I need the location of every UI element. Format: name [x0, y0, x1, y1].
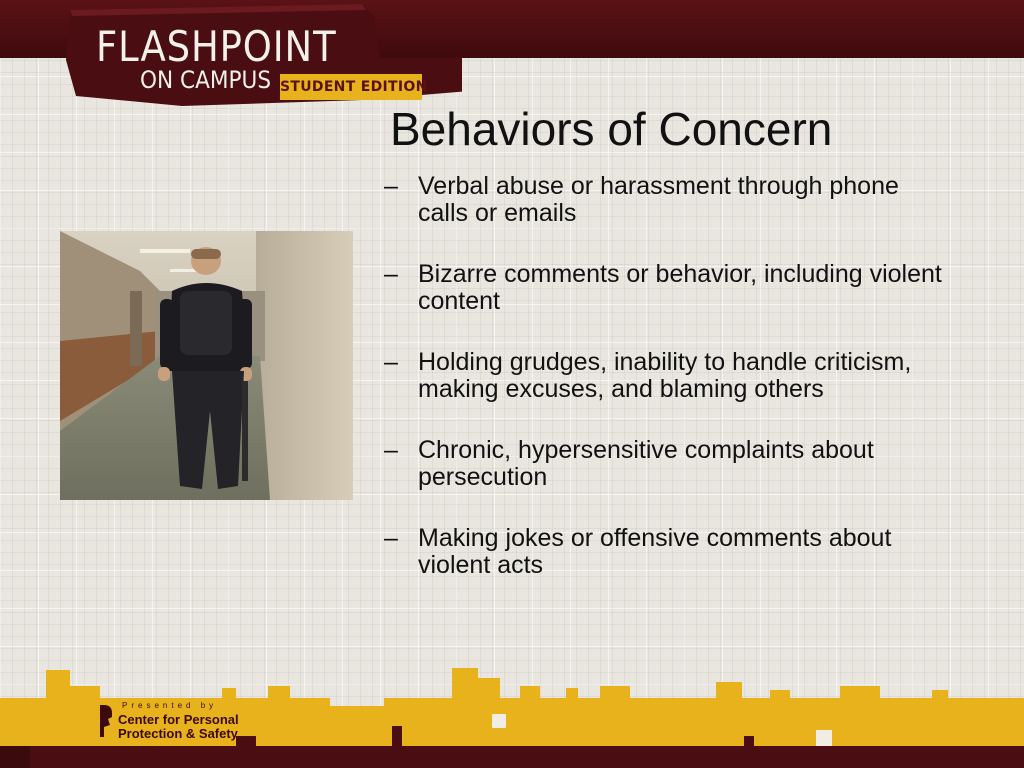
edition-badge: STUDENT EDITION [280, 74, 422, 100]
hallway-photo [60, 231, 353, 500]
list-item [384, 525, 954, 579]
bullet-dash: – [384, 260, 398, 288]
logo-title: FLASHPOINT [96, 22, 337, 71]
bullet-text: Bizarre comments or behavior, including violent content [418, 260, 942, 315]
bullet-text: Making jokes or offensive comments about violent acts [418, 524, 892, 579]
list-item [384, 349, 954, 403]
presented-by-label: Presented by [122, 701, 218, 710]
bullet-dash: – [384, 348, 398, 376]
hallway-illustration [60, 231, 353, 500]
organization-logo-icon [98, 703, 114, 742]
bullet-text: Holding grudges, inability to handle criticism, making excuses, and blaming others [418, 348, 912, 403]
bullet-text: Chronic, hypersensitive complaints about persecution [418, 436, 874, 491]
organization-name-line2: Protection & Safety [118, 726, 238, 741]
list-item [384, 437, 954, 491]
bullet-dash: – [384, 436, 398, 464]
organization-name-line1: Center for Personal [118, 712, 239, 727]
slide-title: Behaviors of Concern [390, 103, 833, 155]
bullet-dash: – [384, 524, 398, 552]
bullet-dash: – [384, 172, 398, 200]
logo-subtitle: ON CAMPUS [140, 66, 272, 94]
bullet-text: Verbal abuse or harassment through phone calls or emails [418, 172, 899, 227]
bullet-list [384, 173, 954, 613]
list-item [384, 261, 954, 315]
list-item [384, 173, 954, 227]
